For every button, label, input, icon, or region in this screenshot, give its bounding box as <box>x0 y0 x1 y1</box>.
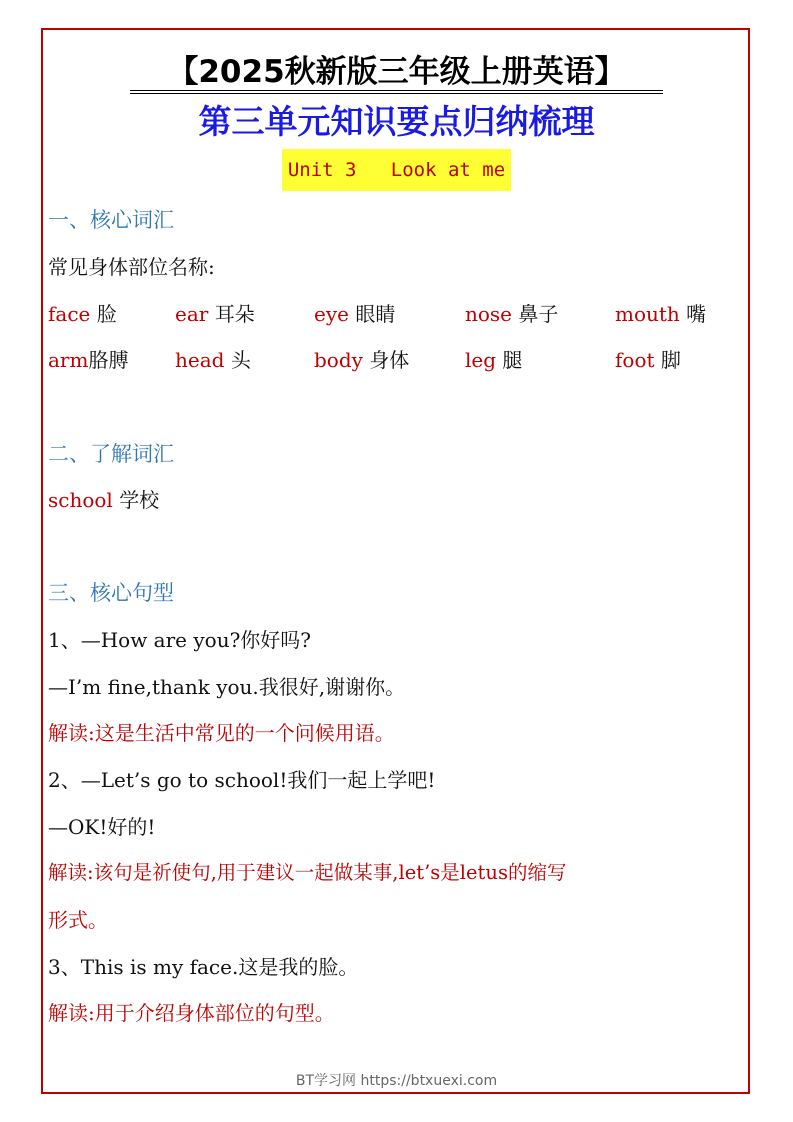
vocab-zh: 胳膊 <box>88 348 129 372</box>
vocab-zh: 头 <box>230 348 251 372</box>
sentence-line: 3、This is my face.这是我的脸。 <box>48 955 359 979</box>
sentence-line: —OK!好的! <box>48 815 156 839</box>
vocab-en: arm <box>48 348 89 372</box>
vocab-en: body <box>314 348 363 372</box>
sentence-note: 解读:该句是祈使句,用于建议一起做某事,let’s是letus的缩写 <box>48 861 567 884</box>
title-double-underline <box>130 90 663 94</box>
vocab-item <box>314 345 409 375</box>
section-heading-learn-vocab: 二、了解词汇 <box>48 442 174 466</box>
vocab-en: ear <box>175 302 209 326</box>
vocab-zh: 学校 <box>119 488 160 512</box>
vocab-en: eye <box>314 302 349 326</box>
sentence-line: —I’m fine,thank you.我很好,谢谢你。 <box>48 675 406 699</box>
vocab-en: school <box>48 488 113 512</box>
vocab-item <box>48 345 128 375</box>
footer-watermark[interactable]: BT学习网 https://btxuexi.com <box>295 1073 498 1089</box>
vocab-zh: 身体 <box>369 348 410 372</box>
page-subtitle: 第三单元知识要点归纳梳理 <box>198 102 595 141</box>
page-title: 【2025秋新版三年级上册英语】 <box>167 54 626 90</box>
vocab-en: nose <box>465 302 513 326</box>
vocab-zh: 眼睛 <box>355 302 396 326</box>
vocab-zh: 嘴 <box>686 302 707 326</box>
vocab-item <box>465 299 558 329</box>
vocab-intro: 常见身体部位名称: <box>48 255 215 279</box>
sentence-note: 形式。 <box>48 908 108 932</box>
vocab-zh: 脚 <box>660 348 681 372</box>
vocab-en: foot <box>615 348 655 372</box>
vocab-item <box>465 345 522 375</box>
sentence-note: 解读:用于介绍身体部位的句型。 <box>48 1001 335 1025</box>
vocab-en: leg <box>465 348 497 372</box>
vocab-zh: 腿 <box>502 348 523 372</box>
sentence-line: 1、—How are you?你好吗? <box>48 628 312 652</box>
vocab-item <box>48 299 117 329</box>
learn-vocab-item <box>48 485 159 515</box>
section-heading-core-sentences: 三、核心句型 <box>48 581 174 605</box>
vocab-zh: 耳朵 <box>214 302 255 326</box>
vocab-en: head <box>175 348 225 372</box>
sentence-note: 解读:这是生活中常见的一个问候用语。 <box>48 721 395 745</box>
vocab-en: mouth <box>615 302 680 326</box>
vocab-zh: 脸 <box>96 302 117 326</box>
vocab-item <box>314 299 395 329</box>
vocab-item <box>615 345 681 375</box>
vocab-en: face <box>48 302 91 326</box>
vocab-zh: 鼻子 <box>518 302 559 326</box>
section-heading-core-vocab: 一、核心词汇 <box>48 208 174 232</box>
vocab-item <box>615 299 706 329</box>
unit-label: Unit 3 Look at me <box>282 149 511 191</box>
sentence-line: 2、—Let’s go to school!我们一起上学吧! <box>48 768 436 792</box>
vocab-item <box>175 345 251 375</box>
vocab-item <box>175 299 255 329</box>
